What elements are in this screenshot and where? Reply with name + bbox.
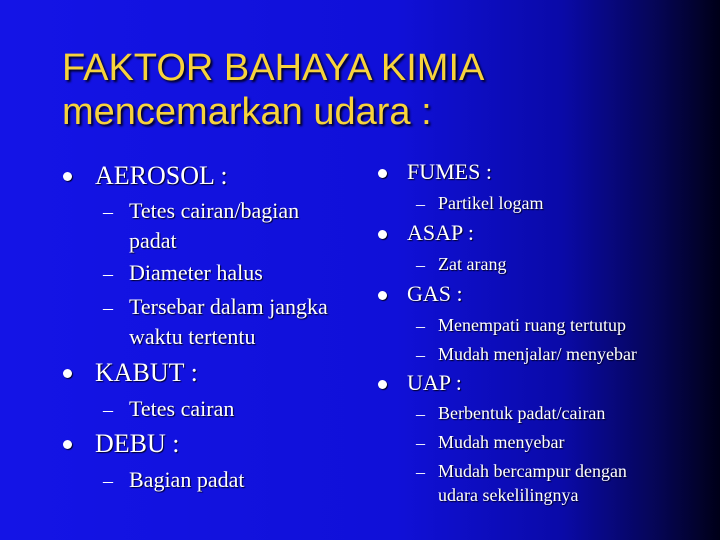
- title-line-1: FAKTOR BAHAYA KIMIA: [62, 47, 485, 89]
- uap-item-2: Mudah menyebar: [438, 432, 565, 452]
- heading-gas: GAS :: [407, 281, 463, 306]
- slide-title: [62, 46, 682, 134]
- kabut-item-1: Tetes cairan: [129, 396, 235, 421]
- uap-item-1: Berbentuk padat/cairan: [438, 403, 606, 423]
- dash-icon: –: [103, 297, 113, 319]
- heading-fumes: FUMES :: [407, 159, 492, 184]
- debu-item-1: Bagian padat: [129, 467, 245, 492]
- aerosol-item-3: Tersebar dalam jangka: [129, 294, 328, 319]
- heading-uap: UAP :: [407, 370, 462, 395]
- heading-asap: ASAP :: [407, 220, 475, 245]
- bullet-icon: [63, 369, 72, 378]
- bullet-icon: [63, 172, 72, 181]
- bullet-icon: [378, 291, 387, 300]
- uap-item-3: Mudah bercampur dengan: [438, 461, 627, 481]
- dash-icon: –: [416, 194, 425, 214]
- bullet-icon: [378, 380, 387, 389]
- dash-icon: –: [103, 399, 113, 421]
- dash-icon: –: [416, 404, 425, 424]
- uap-item-3-cont: udara sekelilingnya: [438, 485, 579, 505]
- gas-item-2: Mudah menjalar/ menyebar: [438, 344, 637, 364]
- dash-icon: –: [416, 255, 425, 275]
- gas-item-1: Menempati ruang tertutup: [438, 315, 626, 335]
- dash-icon: –: [416, 316, 425, 336]
- dash-icon: –: [416, 345, 425, 365]
- aerosol-item-2: Diameter halus: [129, 260, 263, 285]
- dash-icon: –: [416, 433, 425, 453]
- aerosol-item-1: Tetes cairan/bagian: [129, 198, 300, 223]
- dash-icon: –: [103, 470, 113, 492]
- dash-icon: –: [416, 462, 425, 482]
- dash-icon: –: [103, 263, 113, 285]
- fumes-item-1: Partikel logam: [438, 193, 544, 213]
- dash-icon: –: [103, 201, 113, 223]
- heading-debu: DEBU :: [95, 429, 180, 458]
- heading-aerosol: AEROSOL :: [95, 161, 228, 190]
- bullet-icon: [63, 440, 72, 449]
- bullet-icon: [378, 169, 387, 178]
- title-line-2: mencemarkan udara :: [62, 91, 432, 133]
- aerosol-item-3-cont: waktu tertentu: [129, 324, 256, 349]
- aerosol-item-1-cont: padat: [129, 228, 177, 253]
- asap-item-1: Zat arang: [438, 254, 507, 274]
- heading-kabut: KABUT :: [95, 358, 198, 387]
- bullet-icon: [378, 230, 387, 239]
